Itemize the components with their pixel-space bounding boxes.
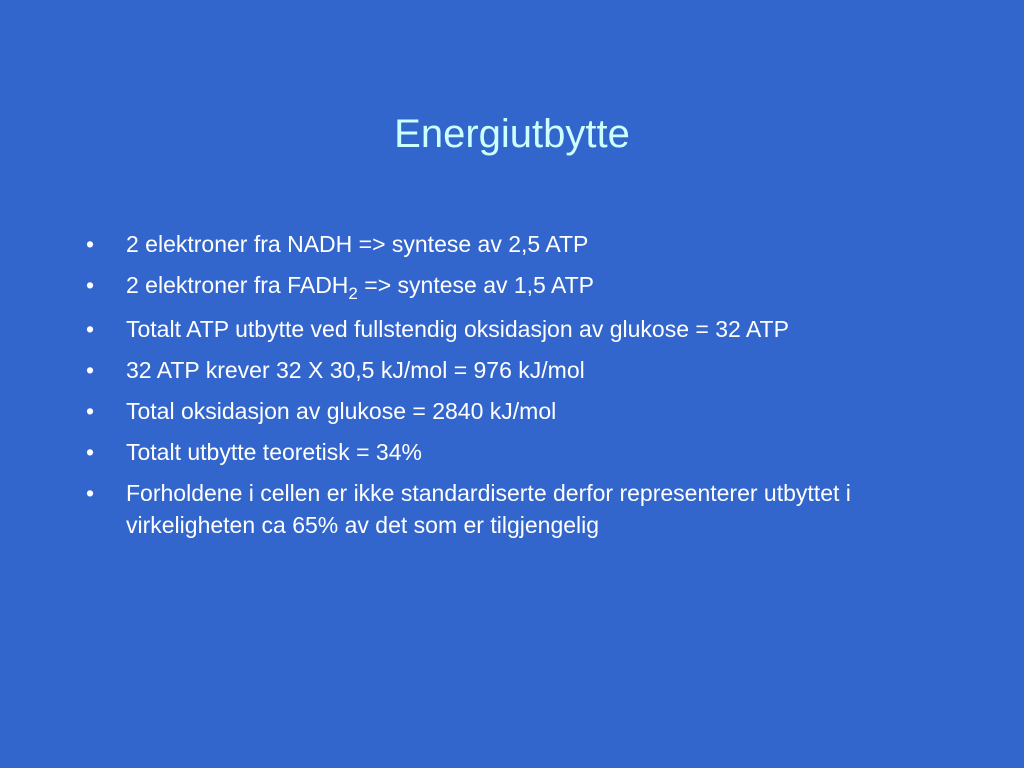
bullet-text-before-subscript: 2 elektroner fra FADH [126, 272, 349, 298]
slide-title: Energiutbytte [394, 112, 630, 156]
bullet-item [86, 477, 916, 541]
bullet-item [86, 395, 916, 427]
bullet-text: Totalt ATP utbytte ved fullstendig oksidasjon av glukose = 32 ATP [126, 316, 789, 342]
bullet-marker: • [86, 231, 95, 257]
bullet-item [86, 313, 916, 345]
bullet-text [126, 272, 594, 303]
bullet-item [86, 228, 916, 260]
bullet-item [86, 354, 916, 386]
bullet-marker: • [86, 272, 95, 298]
bullet-text: Totalt utbytte teoretisk = 34% [126, 439, 422, 465]
bullet-item [86, 269, 916, 304]
bullet-item [86, 436, 916, 468]
subscript: 2 [348, 284, 358, 303]
bullet-list [86, 228, 916, 550]
bullet-marker: • [86, 357, 95, 383]
bullet-marker: • [86, 480, 95, 506]
bullet-text: Total oksidasjon av glukose = 2840 kJ/mol [126, 398, 557, 424]
bullet-marker: • [86, 398, 95, 424]
bullet-marker: • [86, 316, 95, 342]
bullet-text: Forholdene i cellen er ikke standardiserte derfor representerer utbyttet i virkeligheten ca 65% av det som er tilgjengelig [126, 480, 851, 538]
bullet-marker: • [86, 439, 95, 465]
bullet-text-after-subscript: => syntese av 1,5 ATP [357, 272, 594, 298]
bullet-text: 2 elektroner fra NADH => syntese av 2,5 ATP [126, 231, 589, 257]
bullet-text: 32 ATP krever 32 X 30,5 kJ/mol = 976 kJ/mol [126, 357, 585, 383]
